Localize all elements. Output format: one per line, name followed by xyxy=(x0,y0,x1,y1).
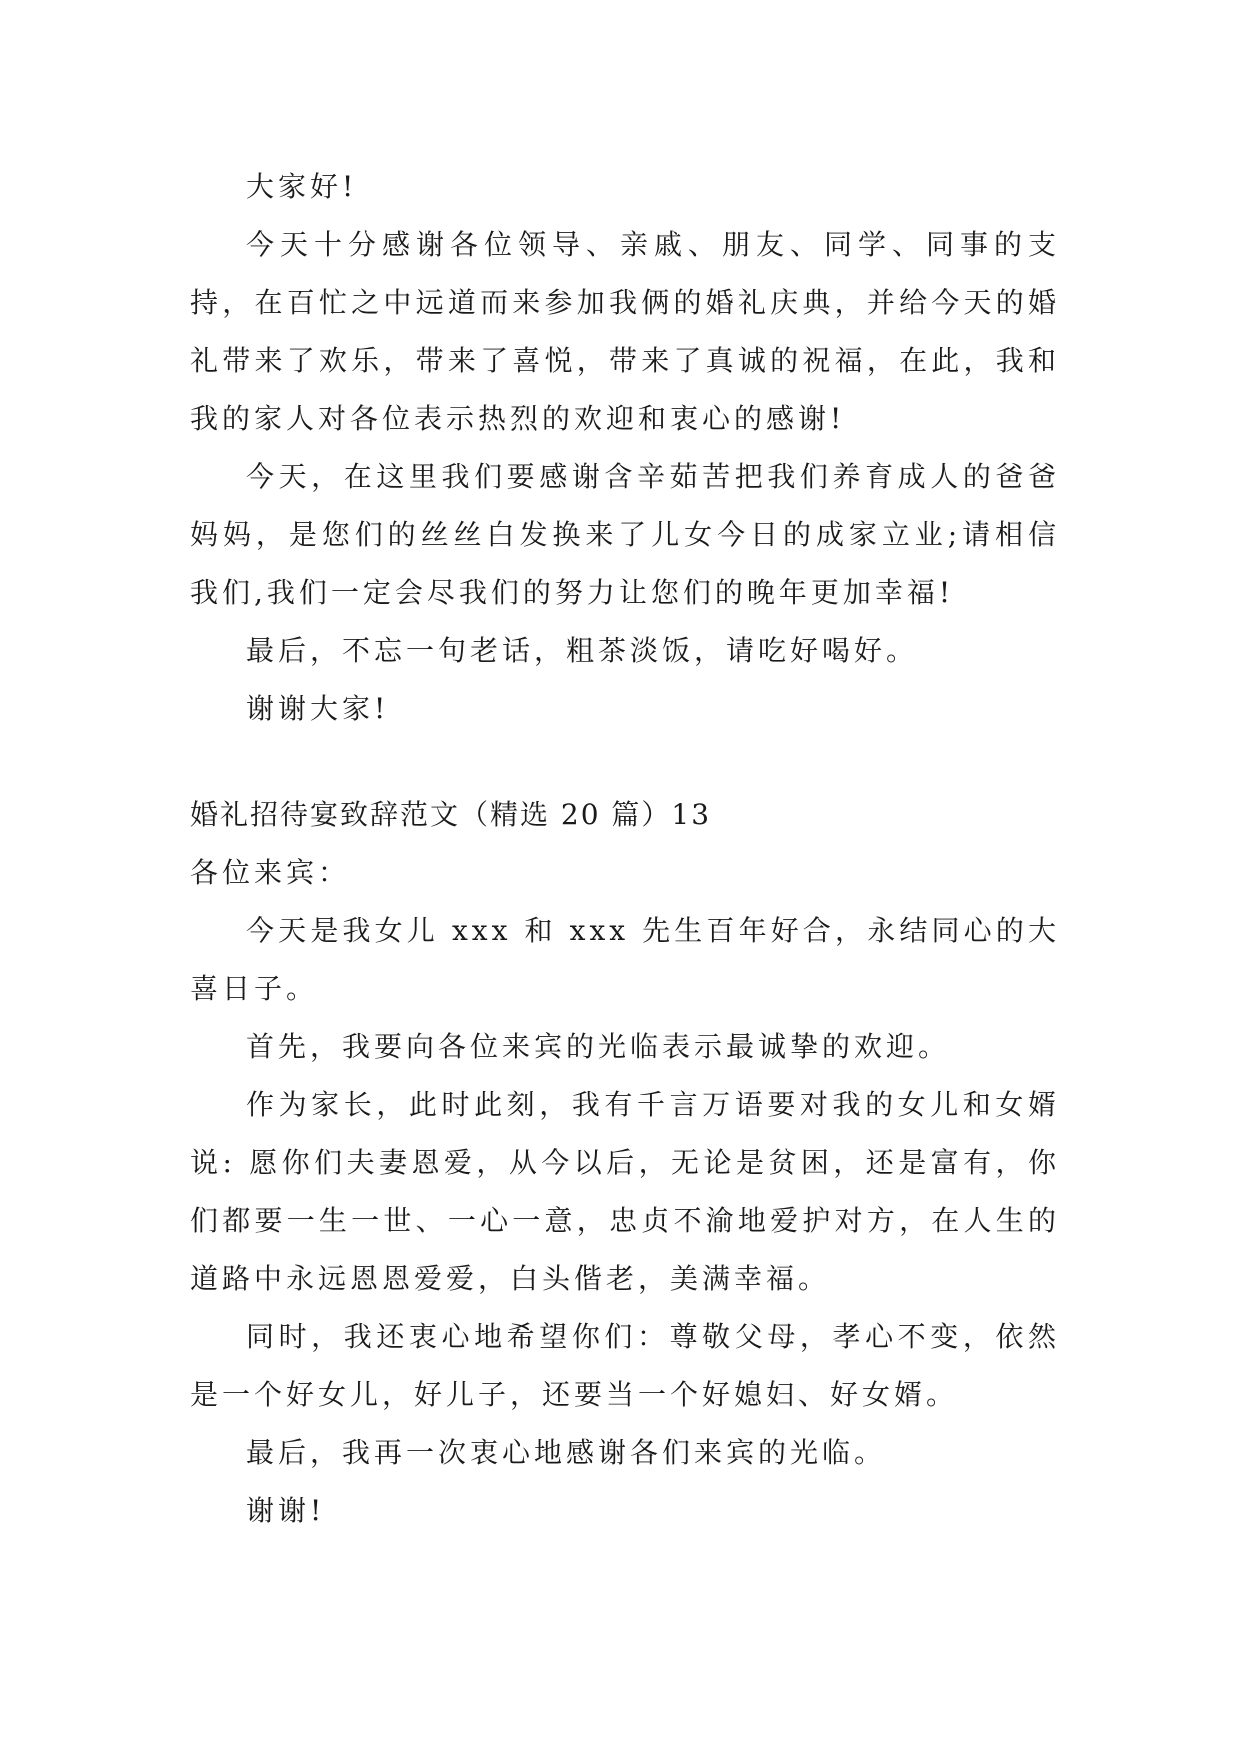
greeting-paragraph: 大家好! xyxy=(246,170,358,203)
thanks-guests-paragraph: 今天十分感谢各位领导、亲戚、朋友、同学、同事的支持，在百忙之中远道而来参加我俩的婚礼庆典，并给今天的婚礼带来了欢乐，带来了喜悦，带来了真诚的祝福，在此，我和我的家人对各位表示热烈的欢迎和衷心的感谢! xyxy=(190,228,1060,435)
section-spacer xyxy=(190,738,1060,786)
closing-paragraph: 最后，不忘一句老话，粗茶淡饭，请吃好喝好。 xyxy=(246,634,919,667)
wedding-day-paragraph: 今天是我女儿 xxx 和 xxx 先生百年好合，永结同心的大喜日子。 xyxy=(190,914,1060,1005)
thanks-closing: 谢谢! xyxy=(246,1494,326,1527)
final-thanks-paragraph: 最后，我再一次衷心地感谢各们来宾的光临。 xyxy=(246,1436,887,1469)
section-title: 婚礼招待宴致辞范文（精选 20 篇）13 xyxy=(190,798,712,831)
thank-you-paragraph: 谢谢大家! xyxy=(246,692,390,725)
welcome-paragraph: 首先，我要向各位来宾的光临表示最诚挚的欢迎。 xyxy=(246,1030,951,1063)
hope-paragraph: 同时，我还衷心地希望你们：尊敬父母，孝心不变，依然是一个好女儿，好儿子，还要当一个好媳妇、好女婿。 xyxy=(190,1320,1060,1411)
salutation: 各位来宾： xyxy=(190,856,351,889)
parent-wishes-paragraph: 作为家长，此时此刻，我有千言万语要对我的女儿和女婿说: 愿你们夫妻恩爱，从今以后，无论是贫困，还是富有，你们都要一生一世、一心一意，忠贞不渝地爱护对方，在人生的道路中永远恩恩爱爱，白头偕老，美满幸福。 xyxy=(190,1088,1060,1295)
document-body xyxy=(190,158,1060,1540)
thanks-parents-paragraph: 今天，在这里我们要感谢含辛茹苦把我们养育成人的爸爸妈妈，是您们的丝丝白发换来了儿女今日的成家立业;请相信我们,我们一定会尽我们的努力让您们的晚年更加幸福! xyxy=(190,460,1060,609)
